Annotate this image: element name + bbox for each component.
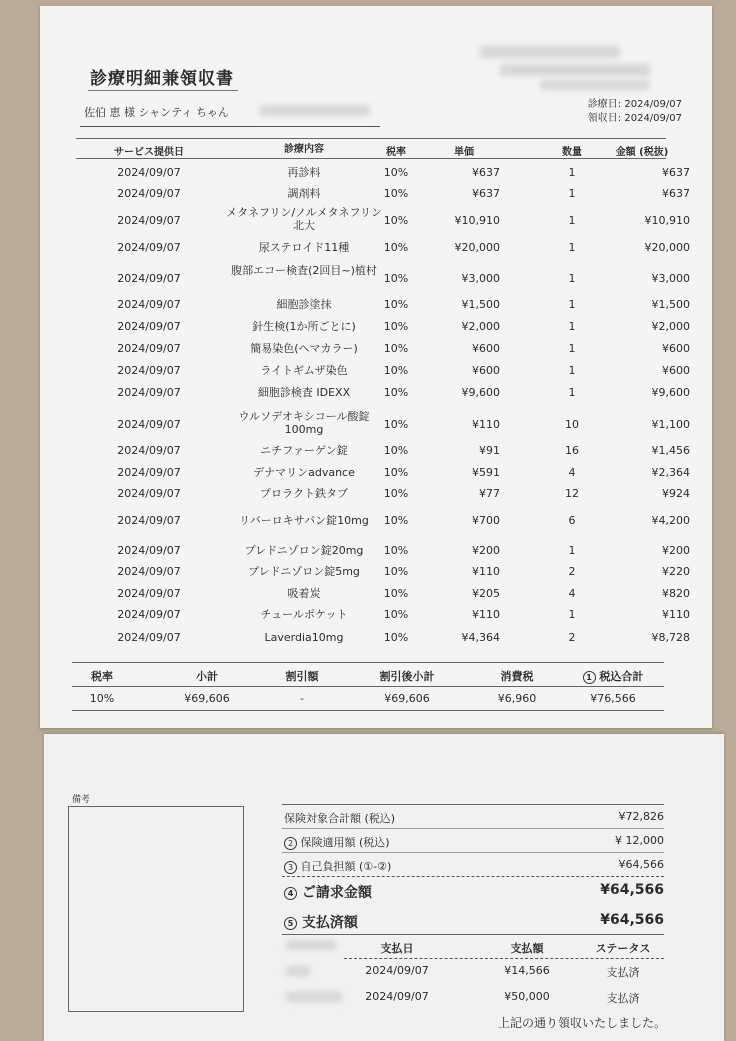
cell-item: 吸着炭 — [287, 587, 321, 600]
cell-amount: ¥200 — [662, 544, 690, 557]
cell-date: 2024/09/07 — [117, 466, 181, 479]
cell-item: ウルソデオキシコール酸錠100mg — [238, 410, 370, 436]
cell-price: ¥9,600 — [461, 386, 500, 399]
cell-price: ¥600 — [472, 364, 500, 377]
cell-qty: 1 — [568, 320, 576, 333]
insurance-label: 保険適用額 (税込) — [300, 836, 390, 849]
summary-tax-rate: 10% — [89, 692, 115, 705]
totals-top-rule — [282, 804, 664, 805]
cell-qty: 10 — [565, 418, 579, 431]
payments-header-date: 支払日 — [380, 942, 414, 955]
payment-1-method-redacted — [286, 966, 310, 976]
patient-underline — [80, 126, 380, 127]
cell-date: 2024/09/07 — [117, 187, 181, 200]
cell-date: 2024/09/07 — [117, 487, 181, 500]
marker-4-icon: 4 — [284, 887, 297, 900]
insured-total-value: ¥72,826 — [618, 810, 664, 823]
patient-id-redacted — [260, 105, 370, 116]
cell-qty: 2 — [568, 565, 576, 578]
cell-amount: ¥637 — [662, 187, 690, 200]
self-pay-value: ¥64,566 — [618, 858, 664, 871]
totals-dashed-rule — [282, 876, 664, 877]
cell-item: 尿ステロイド11種 — [258, 241, 350, 254]
cell-date: 2024/09/07 — [117, 444, 181, 457]
summary-header-discount: 割引額 — [285, 670, 319, 683]
cell-date: 2024/09/07 — [117, 241, 181, 254]
cell-qty: 1 — [568, 544, 576, 557]
cell-price: ¥600 — [472, 342, 500, 355]
cell-date: 2024/09/07 — [117, 214, 181, 227]
header-date: サービス提供日 — [114, 147, 184, 158]
cell-item: プロラクト鉄タブ — [260, 487, 348, 500]
cell-amount: ¥220 — [662, 565, 690, 578]
cell-price: ¥205 — [472, 587, 500, 600]
cell-date: 2024/09/07 — [117, 364, 181, 377]
payment-status: 支払済 — [606, 966, 640, 979]
header-price: 単価 — [454, 147, 474, 158]
cell-amount: ¥9,600 — [651, 386, 690, 399]
cell-amount: ¥10,910 — [644, 214, 690, 227]
billed-value: ¥64,566 — [600, 882, 664, 898]
marker-5-icon: 5 — [284, 917, 297, 930]
cell-price: ¥637 — [472, 187, 500, 200]
cell-item: 細胞診検査 IDEXX — [257, 386, 351, 399]
table-top-rule — [76, 138, 666, 139]
cell-item: 腹部エコー検査(2回目~)植村 — [231, 264, 377, 277]
payments-header-amount: 支払額 — [510, 942, 544, 955]
header-amount: 金額 (税抜) — [615, 147, 669, 158]
summary-header-tax: 税率 — [91, 670, 113, 683]
cell-price: ¥4,364 — [461, 631, 500, 644]
cell-date: 2024/09/07 — [117, 342, 181, 355]
payment-status: 支払済 — [606, 992, 640, 1005]
header-item: 診療内容 — [284, 144, 324, 155]
payments-dashed-rule — [344, 958, 664, 959]
cell-amount: ¥820 — [662, 587, 690, 600]
cell-item: ライトギムザ染色 — [260, 364, 348, 377]
summary-discounted-subtotal: ¥69,606 — [384, 692, 430, 705]
cell-price: ¥110 — [472, 565, 500, 578]
cell-item: 再診料 — [287, 166, 321, 179]
summary-discount: - — [300, 692, 304, 705]
cell-qty: 1 — [568, 608, 576, 621]
summary-subtotal: ¥69,606 — [184, 692, 230, 705]
cell-tax: 10% — [383, 544, 409, 557]
cell-price: ¥10,910 — [454, 214, 500, 227]
cell-tax: 10% — [383, 187, 409, 200]
cell-amount: ¥1,100 — [651, 418, 690, 431]
cell-amount: ¥2,364 — [651, 466, 690, 479]
payment-2-method-redacted — [286, 992, 342, 1002]
cell-tax: 10% — [383, 342, 409, 355]
document-title: 診療明細兼領収書 — [90, 69, 234, 89]
insurance-value: ¥ 12,000 — [615, 834, 664, 847]
remarks-box — [68, 806, 244, 1012]
cell-date: 2024/09/07 — [117, 514, 181, 527]
cell-qty: 4 — [568, 466, 576, 479]
cell-tax: 10% — [383, 320, 409, 333]
cell-date: 2024/09/07 — [117, 418, 181, 431]
cell-tax: 10% — [383, 444, 409, 457]
service-date: 2024/09/07 — [624, 99, 682, 110]
cell-date: 2024/09/07 — [117, 631, 181, 644]
clinic-info-redacted — [480, 46, 620, 58]
cell-amount: ¥637 — [662, 166, 690, 179]
payment-amount: ¥14,566 — [504, 964, 550, 977]
cell-price: ¥110 — [472, 418, 500, 431]
cell-tax: 10% — [383, 565, 409, 578]
cell-amount: ¥4,200 — [651, 514, 690, 527]
cell-qty: 1 — [568, 187, 576, 200]
totals-rule-1 — [282, 828, 664, 829]
cell-qty: 1 — [568, 214, 576, 227]
cell-price: ¥2,000 — [461, 320, 500, 333]
marker-3-icon: 3 — [284, 861, 297, 874]
cell-price: ¥200 — [472, 544, 500, 557]
cell-qty: 16 — [565, 444, 579, 457]
table-header-rule — [76, 158, 666, 159]
cell-item: メタネフリン/ノルメタネフリン 北大 — [225, 206, 383, 232]
cell-item: プレドニゾロン錠20mg — [244, 544, 364, 557]
summary-mid-rule — [72, 686, 664, 687]
payments-header-status: ステータス — [595, 942, 651, 955]
cell-tax: 10% — [383, 166, 409, 179]
cell-item: 調剤料 — [287, 187, 321, 200]
cell-price: ¥3,000 — [461, 272, 500, 285]
self-pay-label: 自己負担額 (①-②) — [300, 860, 392, 873]
cell-amount: ¥1,456 — [651, 444, 690, 457]
payment-method-redacted — [286, 940, 336, 950]
cell-qty: 1 — [568, 272, 576, 285]
receipt-date-label: 領収日: — [587, 113, 622, 124]
cell-tax: 10% — [383, 241, 409, 254]
cell-price: ¥91 — [479, 444, 500, 457]
cell-price: ¥700 — [472, 514, 500, 527]
totals-rule-2 — [282, 852, 664, 853]
receipt-sheet-top — [40, 6, 712, 728]
cell-tax: 10% — [383, 487, 409, 500]
cell-tax: 10% — [383, 418, 409, 431]
header-qty: 数量 — [562, 147, 582, 158]
cell-item: プレドニゾロン錠5mg — [248, 565, 360, 578]
cell-amount: ¥8,728 — [651, 631, 690, 644]
cell-item: デナマリンadvance — [253, 466, 355, 479]
cell-amount: ¥600 — [662, 342, 690, 355]
cell-qty: 6 — [568, 514, 576, 527]
cell-tax: 10% — [383, 631, 409, 644]
cell-date: 2024/09/07 — [117, 320, 181, 333]
cell-qty: 1 — [568, 386, 576, 399]
cell-tax: 10% — [383, 587, 409, 600]
clinic-address-redacted — [500, 64, 650, 76]
cell-tax: 10% — [383, 608, 409, 621]
cell-tax: 10% — [383, 364, 409, 377]
cell-tax: 10% — [383, 298, 409, 311]
cell-amount: ¥2,000 — [651, 320, 690, 333]
payment-amount: ¥50,000 — [504, 990, 550, 1003]
cell-amount: ¥1,500 — [651, 298, 690, 311]
payment-date: 2024/09/07 — [365, 990, 429, 1003]
cell-tax: 10% — [383, 466, 409, 479]
payments-top-rule — [282, 934, 664, 935]
cell-qty: 2 — [568, 631, 576, 644]
payment-date: 2024/09/07 — [365, 964, 429, 977]
cell-date: 2024/09/07 — [117, 386, 181, 399]
cell-amount: ¥3,000 — [651, 272, 690, 285]
header-tax: 税率 — [386, 147, 406, 158]
cell-date: 2024/09/07 — [117, 587, 181, 600]
paid-value: ¥64,566 — [600, 912, 664, 928]
cell-item: 細胞診塗抹 — [276, 298, 332, 311]
cell-amount: ¥600 — [662, 364, 690, 377]
cell-qty: 12 — [565, 487, 579, 500]
summary-bottom-rule — [72, 710, 664, 711]
cell-qty: 4 — [568, 587, 576, 600]
cell-amount: ¥110 — [662, 608, 690, 621]
receipt-sheet-bottom — [44, 734, 724, 1041]
summary-consumption-tax: ¥6,960 — [497, 692, 537, 705]
receipt-date: 2024/09/07 — [624, 113, 682, 124]
billed-label: ご請求金額 — [301, 885, 372, 901]
cell-qty: 1 — [568, 298, 576, 311]
cell-item: チュールポケット — [260, 608, 348, 621]
cell-price: ¥110 — [472, 608, 500, 621]
cell-item: Laverdia10mg — [264, 631, 344, 644]
cell-amount: ¥20,000 — [644, 241, 690, 254]
marker-1-icon: 1 — [583, 671, 596, 684]
date-block — [588, 98, 682, 126]
summary-header-subtotal: 小計 — [196, 670, 218, 683]
cell-tax: 10% — [383, 214, 409, 227]
cell-price: ¥20,000 — [454, 241, 500, 254]
cell-qty: 1 — [568, 342, 576, 355]
summary-header-total: 1 税込合計 — [562, 668, 664, 684]
summary-header-consumption-tax: 消費税 — [500, 670, 534, 683]
cell-price: ¥591 — [472, 466, 500, 479]
receipt-acknowledgement: 上記の通り領収いたしました。 — [497, 1016, 666, 1030]
summary-top-rule — [72, 662, 664, 663]
clinic-phone-redacted — [540, 80, 650, 90]
cell-item: ニチファーゲン錠 — [260, 444, 348, 457]
service-date-label: 診療日: — [587, 99, 622, 110]
marker-2-icon: 2 — [284, 837, 297, 850]
cell-qty: 1 — [568, 166, 576, 179]
cell-qty: 1 — [568, 241, 576, 254]
cell-price: ¥1,500 — [461, 298, 500, 311]
summary-total-incl-tax: ¥76,566 — [590, 692, 636, 705]
paid-label: 支払済額 — [301, 915, 358, 931]
patient-name: 佐伯 恵 様 シャンティ ちゃん — [84, 106, 229, 119]
cell-item: リバーロキサバン錠10mg — [239, 514, 369, 527]
cell-date: 2024/09/07 — [117, 544, 181, 557]
cell-date: 2024/09/07 — [117, 298, 181, 311]
cell-item: 簡易染色(ヘマカラー) — [250, 342, 358, 355]
summary-header-discounted: 割引後小計 — [379, 670, 435, 683]
cell-item: 針生検(1か所ごとに) — [252, 320, 356, 333]
cell-date: 2024/09/07 — [117, 166, 181, 179]
cell-date: 2024/09/07 — [117, 565, 181, 578]
cell-date: 2024/09/07 — [117, 272, 181, 285]
insured-total-label: 保険対象合計額 (税込) — [284, 812, 396, 825]
cell-price: ¥637 — [472, 166, 500, 179]
cell-amount: ¥924 — [662, 487, 690, 500]
cell-date: 2024/09/07 — [117, 608, 181, 621]
cell-qty: 1 — [568, 364, 576, 377]
cell-price: ¥77 — [479, 487, 500, 500]
cell-tax: 10% — [383, 272, 409, 285]
cell-tax: 10% — [383, 386, 409, 399]
remarks-label: 備考 — [72, 795, 91, 805]
cell-tax: 10% — [383, 514, 409, 527]
title-underline — [88, 90, 238, 91]
